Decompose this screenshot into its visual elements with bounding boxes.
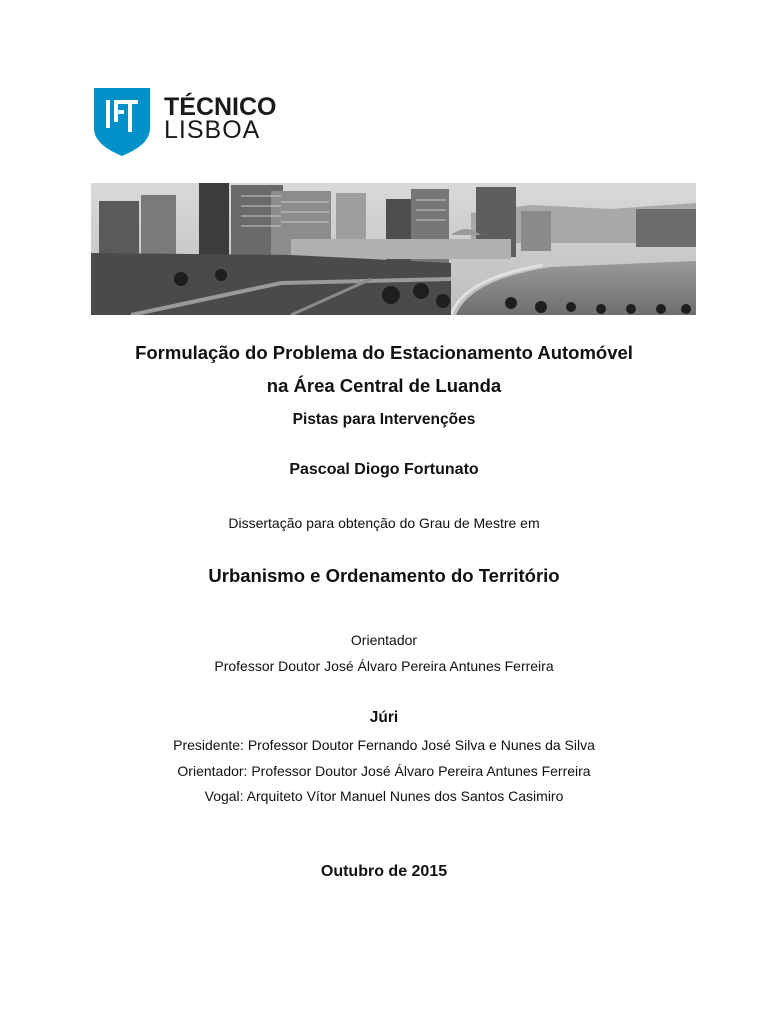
degree-field: Urbanismo e Ordenamento do Território — [208, 565, 560, 586]
thesis-title-line1: Formulação do Problema do Estacionamento Automóvel — [135, 342, 633, 363]
jury-member: Presidente: Professor Doutor Fernando José Silva e Nunes da Silva — [173, 737, 595, 753]
institution-logo — [92, 86, 282, 158]
jury-heading: Júri — [369, 709, 399, 726]
ist-shield-logo — [92, 86, 282, 158]
thesis-author: Pascoal Diogo Fortunato — [289, 461, 479, 478]
advisor-heading: Orientador — [350, 632, 418, 648]
jury-member: Orientador: Professor Doutor José Álvaro Pereira Antunes Ferreira — [177, 763, 591, 779]
thesis-date: Outubro de 2015 — [320, 863, 448, 880]
institution-name-line2: LISBOA — [164, 116, 261, 144]
advisor-name: Professor Doutor José Álvaro Pereira Antunes Ferreira — [214, 658, 554, 674]
luanda-skyline-photo — [91, 183, 696, 315]
cityscape-image — [91, 183, 696, 315]
jury-member: Vogal: Arquiteto Vítor Manuel Nunes dos Santos Casimiro — [204, 788, 564, 804]
institution-name-line1: TÉCNICO — [164, 93, 277, 121]
thesis-subtitle: Pistas para Intervenções — [292, 411, 476, 428]
degree-statement: Dissertação para obtenção do Grau de Mestre em — [228, 515, 540, 531]
thesis-title-line2: na Área Central de Luanda — [266, 375, 502, 396]
